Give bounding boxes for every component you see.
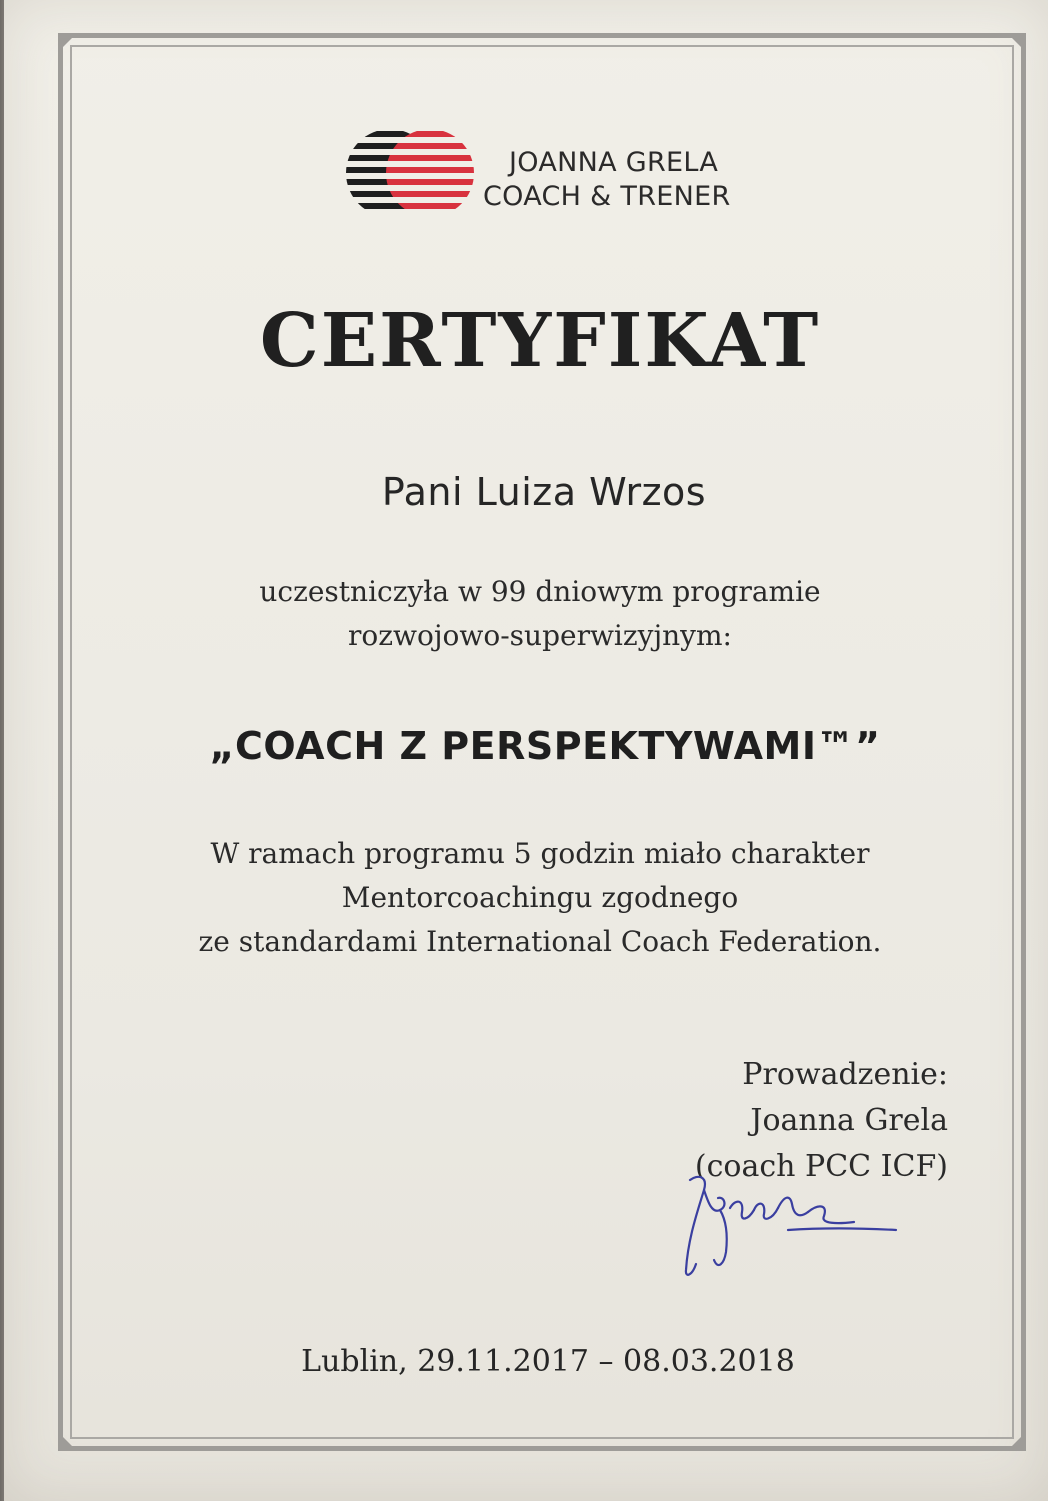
intro-line: rozwojowo-superwizyjnym: bbox=[348, 619, 732, 652]
intro-line: uczestniczyła w 99 dniowym programie bbox=[259, 575, 821, 608]
lead-name: Joanna Grela bbox=[750, 1103, 948, 1138]
detail-line: W ramach programu 5 godzin miało charakter bbox=[210, 837, 870, 870]
recipient-name: Pani Luiza Wrzos bbox=[381, 470, 707, 514]
detail-line: Mentorcoachingu zgodnego bbox=[341, 881, 739, 914]
program-name: „COACH Z PERSPEKTYWAMI™” bbox=[209, 724, 881, 768]
intro-paragraph bbox=[0, 570, 1048, 658]
corner-ornament-top-right bbox=[1010, 36, 1024, 50]
lead-label: Prowadzenie: bbox=[742, 1057, 948, 1092]
brand-tagline: COACH & TRENER bbox=[483, 181, 731, 212]
detail-paragraph bbox=[0, 832, 1048, 964]
brand-wordmark bbox=[483, 146, 731, 214]
corner-ornament-bottom-left bbox=[60, 1434, 74, 1448]
corner-ornament-top-left bbox=[60, 36, 74, 50]
signature-icon bbox=[668, 1160, 908, 1290]
corner-ornament-bottom-right bbox=[1010, 1434, 1024, 1448]
brand-name: JOANNA GRELA bbox=[509, 147, 719, 178]
place-and-dates: Lublin, 29.11.2017 – 08.03.2018 bbox=[301, 1344, 795, 1379]
lead-credential: (coach PCC ICF) bbox=[694, 1149, 948, 1184]
brand-logo-icon bbox=[345, 128, 475, 218]
certificate-title: CERTYFIKAT bbox=[259, 298, 821, 384]
detail-line: ze standardami International Coach Federation. bbox=[198, 925, 882, 958]
